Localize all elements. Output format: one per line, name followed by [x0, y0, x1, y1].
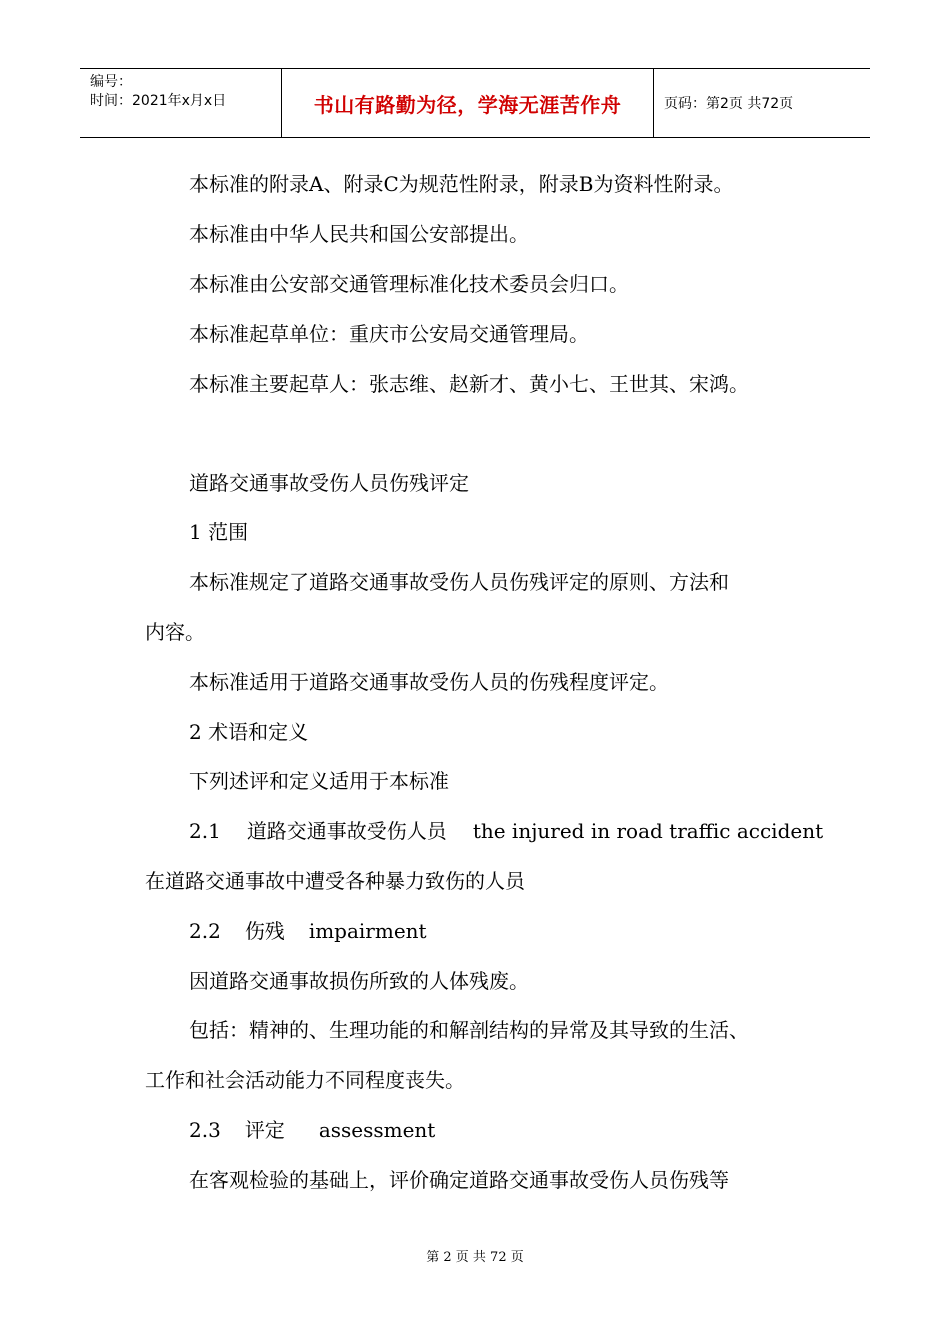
header-time-label: 时间：2021年x月x日 — [90, 93, 227, 109]
term-2-3 — [189, 1118, 435, 1142]
definition-2-2-line3: 工作和社会活动能力不同程度丧失。 — [145, 1068, 465, 1092]
term-2-2-number: 2.2 — [189, 919, 221, 943]
page-header — [80, 68, 870, 138]
header-meta — [80, 69, 282, 137]
term-2-3-number: 2.3 — [189, 1118, 221, 1142]
header-page-info: 页码：第2页 共72页 — [664, 96, 794, 112]
paragraph-drafting-unit: 本标准起草单位：重庆市公安局交通管理局。 — [189, 322, 589, 346]
paragraph-committee: 本标准由公安部交通管理标准化技术委员会归口。 — [189, 272, 629, 296]
term-2-3-chinese: 评定 — [244, 1118, 285, 1142]
term-2-1-number: 2.1 — [189, 819, 221, 843]
definition-2-2-line1: 因道路交通事故损伤所致的人体残废。 — [189, 969, 529, 993]
paragraph-scope-line1: 本标准规定了道路交通事故受伤人员伤残评定的原则、方法和 — [189, 570, 729, 594]
heading-terms: 2 术语和定义 — [189, 720, 309, 744]
term-2-1 — [189, 819, 823, 843]
paragraph-scope-line2: 内容。 — [145, 620, 205, 644]
definition-2-3: 在客观检验的基础上，评价确定道路交通事故受伤人员伤残等 — [189, 1168, 729, 1192]
term-2-2-chinese: 伤残 — [244, 919, 285, 943]
page-footer: 第 2 页 共 72 页 — [426, 1250, 524, 1265]
term-2-1-chinese: 道路交通事故受伤人员 — [246, 819, 447, 843]
paragraph-proposer: 本标准由中华人民共和国公安部提出。 — [189, 222, 529, 246]
heading-scope: 1 范围 — [189, 520, 249, 544]
term-2-2 — [189, 919, 427, 943]
paragraph-appendix: 本标准的附录A、附录C为规范性附录，附录B为资料性附录。 — [189, 172, 734, 196]
paragraph-applicability: 本标准适用于道路交通事故受伤人员的伤残程度评定。 — [189, 670, 669, 694]
paragraph-drafters: 本标准主要起草人：张志维、赵新才、黄小七、王世其、宋鸿。 — [189, 372, 749, 396]
paragraph-terms-intro: 下列述评和定义适用于本标准 — [189, 769, 449, 793]
header-motto: 书山有路勤为径，学海无涯苦作舟 — [282, 69, 654, 137]
term-2-2-english: impairment — [308, 919, 427, 943]
definition-2-1: 在道路交通事故中遭受各种暴力致伤的人员 — [145, 869, 525, 893]
section-title: 道路交通事故受伤人员伤残评定 — [189, 471, 469, 495]
term-2-3-english: assessment — [318, 1118, 436, 1142]
term-2-1-english: the injured in road traffic accident — [472, 819, 824, 843]
header-number-label: 编号： — [90, 74, 132, 90]
definition-2-2-line2: 包括：精神的、生理功能的和解剖结构的异常及其导致的生活、 — [189, 1018, 749, 1042]
